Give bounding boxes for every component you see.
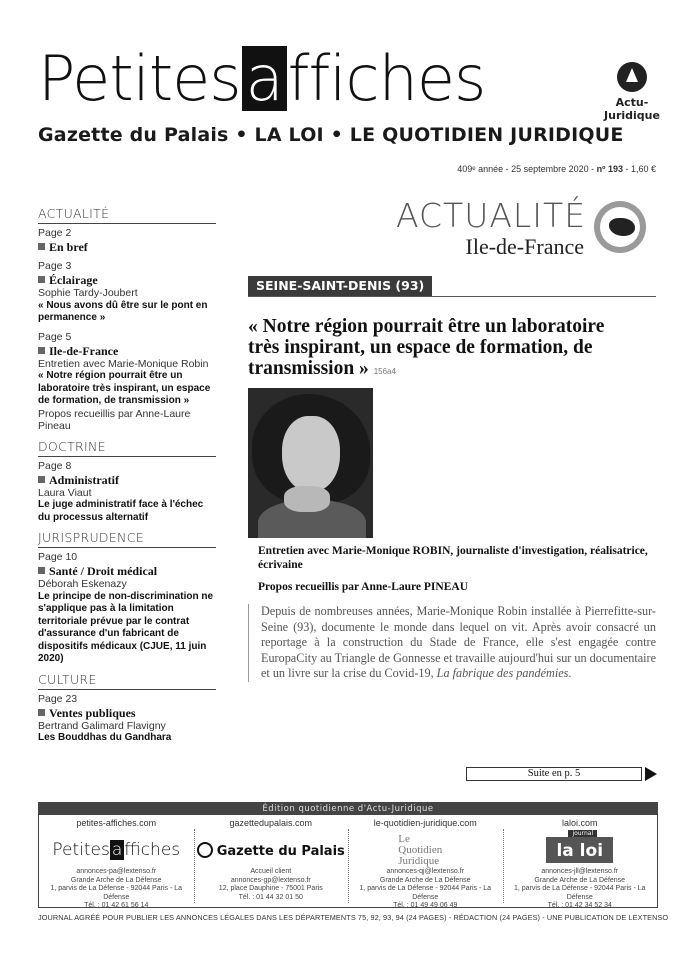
gazette-du-palais-footer-logo: Gazette du Palais: [197, 842, 345, 859]
interview-caption: [258, 544, 648, 594]
contact-line: Grande Arche de La Défense: [534, 876, 626, 884]
toc-entry[interactable]: [38, 460, 216, 525]
issue-price: - 1,60 €: [622, 164, 656, 174]
contact-phone: Tél. : 01 44 32 01 50: [238, 893, 303, 901]
toc-author: Laura Viaut: [38, 486, 92, 499]
issue-date: 409ᵉ année - 25 septembre 2020 -: [457, 164, 597, 174]
site-link[interactable]: gazettedupalais.com: [229, 818, 313, 828]
toc-entry[interactable]: [38, 693, 216, 745]
toc-note: Propos recueillis par Anne-Laure Pineau: [38, 407, 191, 432]
toc-rubric: [38, 564, 216, 578]
toc-page-number: Page 23: [38, 692, 78, 705]
contact-line: Accueil client: [250, 868, 292, 875]
toc-rubric: [38, 706, 216, 720]
seal-icon: [197, 842, 213, 858]
toc-section-heading: CULTURE: [38, 672, 216, 690]
contact-address: 12, place Dauphine - 75001 Paris: [218, 885, 323, 892]
toc-title: « Notre région pourrait être un laboratoire très inspirant, un espace de formation, de transmission »: [38, 370, 211, 406]
toc-author: Sophie Tardy-Joubert: [38, 287, 138, 299]
toc-entry[interactable]: [38, 260, 216, 325]
table-of-contents: [38, 206, 216, 751]
kicker-bar: [248, 276, 656, 297]
actu-juridique-label: Actu-Juridique: [604, 96, 660, 122]
footer-col-quotidien-juridique: [348, 815, 503, 907]
lede-text: Depuis de nombreuses années, Marie-Monique Robin installée à Pierrefitte-sur-Seine (93), documente le monde dans lequel on vit. Après avoir consacré un reportage à la construction du Stade de France, elle s'est engagée contre EuropaCity au Triangle de Gonnesse et travaille aujourd'hui sur un documentaire et un livre sur la crise du Covid-19,: [261, 604, 656, 680]
article-reference: 156a4: [373, 367, 396, 376]
square-bullet-icon: [38, 243, 45, 250]
contact-email[interactable]: annonces-qj@lextenso.fr: [386, 868, 465, 875]
contact-email[interactable]: annonces-jll@lextenso.fr: [541, 868, 619, 875]
toc-page-number: Page 3: [38, 260, 72, 272]
caption-interviewee: Entretien avec Marie-Monique ROBIN, journaliste d'investigation, réalisatrice, écrivaine: [258, 545, 648, 571]
toc-section-heading: JURISPRUDENCE: [38, 530, 216, 548]
contact-phone: Tél. : 01 42 34 52 34: [547, 902, 612, 909]
portrait-photo: [248, 388, 373, 538]
petites-affiches-logo[interactable]: [38, 42, 486, 115]
contact-line: Grande Arche de La Défense: [379, 876, 471, 884]
toc-rubric-label: En bref: [49, 240, 88, 254]
site-link[interactable]: le-quotidien-juridique.com: [373, 818, 477, 828]
toc-section-heading: DOCTRINE: [38, 439, 216, 457]
masthead-subtitle: Gazette du Palais • LA LOI • LE QUOTIDIEN JURIDIQUE: [38, 124, 624, 146]
toc-rubric: [38, 344, 216, 358]
contact-email[interactable]: annonces-pa@lextenso.fr: [76, 868, 157, 875]
continued-link[interactable]: Suite en p. 5: [466, 767, 642, 781]
toc-rubric-label: Ile-de-France: [49, 343, 119, 358]
toc-page-number: Page 10: [38, 551, 78, 563]
footer-col-petites-affiches: [39, 815, 194, 907]
toc-title: Les Bouddhas du Gandhara: [38, 732, 172, 743]
toc-title: Le juge administratif face à l'échec du processus alternatif: [38, 499, 204, 523]
article-kicker: SEINE-SAINT-DENIS (93): [248, 276, 432, 296]
toc-entry[interactable]: [38, 331, 216, 433]
site-link[interactable]: laloi.com: [561, 818, 598, 828]
toc-author: Bertrand Galimard Flavigny: [38, 719, 166, 732]
article-headline[interactable]: [248, 316, 628, 382]
lede-italic-title: La fabrique des pandémies: [436, 666, 569, 680]
footer-band: Édition quotidienne d'Actu-Juridique: [39, 803, 657, 815]
headline-text: « Notre région pourrait être un laboratoire très inspirant, un espace de formation, de transmission »: [248, 316, 605, 379]
caption-interviewer: Propos recueillis par Anne-Laure PINEAU: [258, 581, 468, 593]
contact-line: Grande Arche de La Défense: [70, 876, 162, 884]
quotidien-juridique-footer-logo: Le Quotidien Juridique: [398, 832, 443, 867]
actu-juridique-logo[interactable]: [600, 40, 664, 122]
legal-notice: JOURNAL AGRÉÉ POUR PUBLIER LES ANNONCES LÉGALES DANS LES DÉPARTEMENTS 75, 92, 93, 94 (24 PAGES) - RÉDACTION (24 PAGES) - UNE PUBLICATION DE LEXTENSO: [38, 913, 669, 922]
toc-rubric: [38, 240, 216, 254]
arrow-right-icon[interactable]: [645, 767, 657, 781]
contact-phone: Tél. : 01 42 61 56 14: [84, 902, 149, 909]
petites-affiches-footer-logo: Petites a ffiches: [52, 840, 181, 860]
contact-address: 1, parvis de La Défense - 92044 Paris - La Défense: [359, 885, 492, 901]
article-lede: [248, 604, 656, 682]
square-bullet-icon: [38, 476, 45, 483]
actu-juridique-icon: [617, 62, 647, 92]
square-bullet-icon: [38, 276, 45, 283]
publications-footer: [38, 802, 658, 908]
toc-page-number: Page 8: [38, 459, 72, 472]
contact-address: 1, parvis de La Défense - 92044 Paris - La Défense: [513, 885, 646, 901]
toc-entry[interactable]: [38, 551, 216, 666]
toc-page-number: Page 5: [38, 330, 72, 343]
toc-section-heading: ACTUALITÉ: [38, 206, 216, 224]
square-bullet-icon: [38, 709, 45, 716]
la-loi-footer-logo: journal la loi: [546, 837, 613, 863]
toc-rubric-label: Administratif: [49, 472, 119, 487]
logo-part1: Petites: [38, 42, 241, 115]
footer-col-la-loi: [503, 815, 658, 907]
logo-part2: ffiches: [287, 42, 486, 115]
toc-title: « Nous avons dû être sur le pont en permanence »: [38, 299, 208, 323]
issue-info: [457, 164, 656, 174]
toc-title: Le principe de non-discrimination ne s'applique pas à la limitation territoriale prévue par le contrat d'assurance d'un fabricant de dispositifs médicaux (CJUE, 11 juin 2020): [38, 590, 214, 664]
section-region: Ile-de-France: [465, 234, 584, 259]
toc-author: Déborah Eskenazy: [38, 578, 127, 590]
contact-email[interactable]: annonces-gp@lextenso.fr: [230, 876, 311, 884]
lede-end: .: [568, 666, 572, 680]
contact-phone: Tél. : 01 49 49 06 49: [393, 902, 458, 909]
section-banner: [396, 196, 587, 260]
masthead: [38, 40, 660, 146]
toc-entry[interactable]: [38, 227, 216, 254]
logo-box-letter: a: [242, 46, 287, 111]
section-title: ACTUALITÉ: [396, 196, 587, 235]
toc-rubric: [38, 473, 216, 487]
contact-address: 1, parvis de La Défense - 92044 Paris - La Défense: [50, 885, 183, 901]
footer-col-gazette: [194, 815, 349, 907]
toc-rubric: [38, 273, 216, 287]
square-bullet-icon: [38, 567, 45, 574]
square-bullet-icon: [38, 347, 45, 354]
toc-rubric-label: Santé / Droit médical: [49, 564, 158, 578]
toc-page-number: Page 2: [38, 227, 72, 239]
toc-author: Entretien avec Marie-Monique Robin: [38, 357, 209, 370]
toc-rubric-label: Éclairage: [49, 273, 98, 287]
site-link[interactable]: petites-affiches.com: [76, 818, 157, 828]
issue-number: nº 193: [596, 164, 623, 174]
toc-rubric-label: Ventes publiques: [49, 705, 136, 720]
ile-de-france-map-icon: [594, 201, 646, 253]
